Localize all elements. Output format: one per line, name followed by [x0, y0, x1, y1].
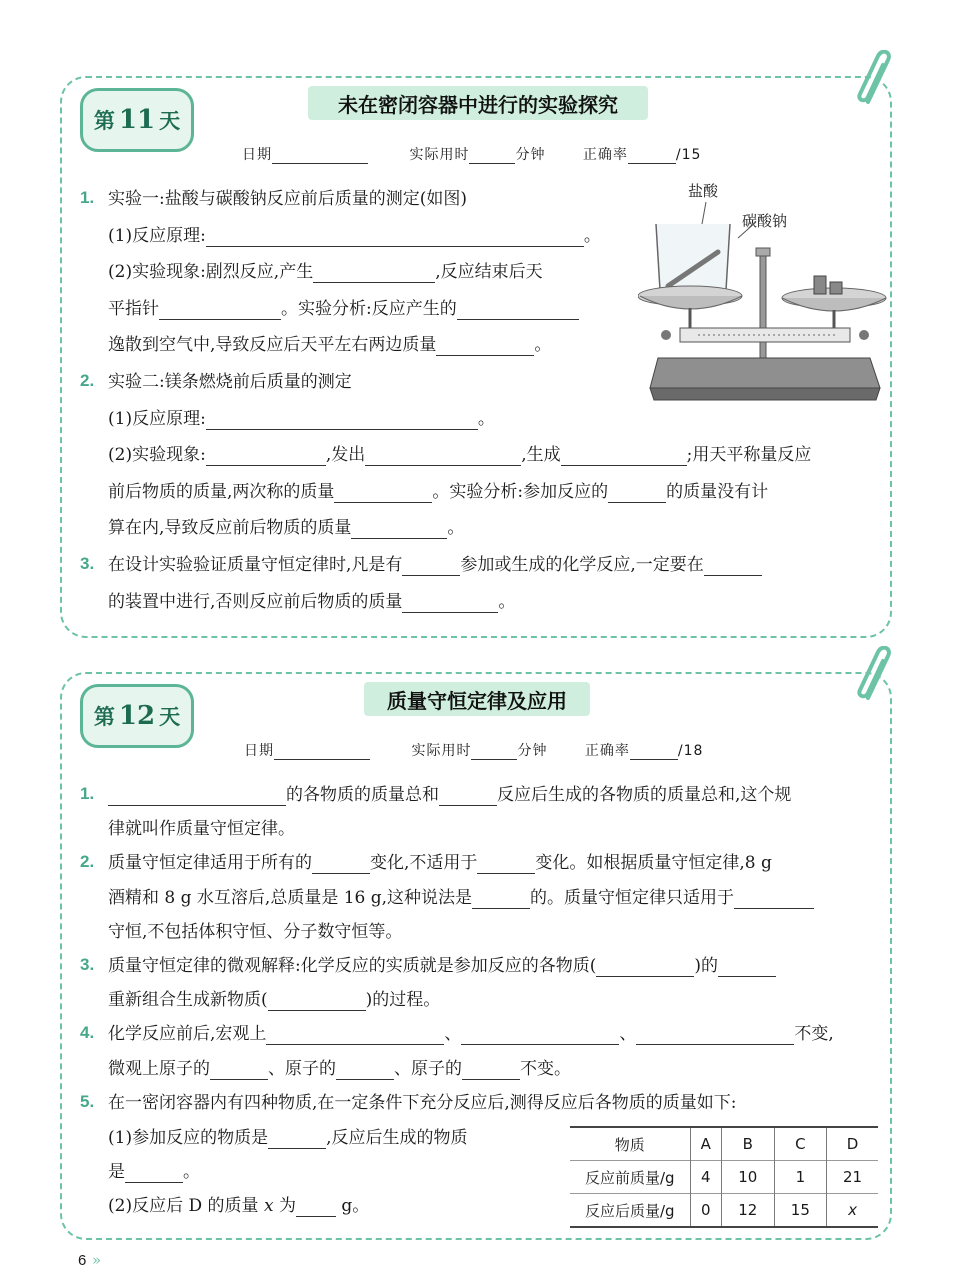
figure-label-hcl: 盐酸 [688, 182, 719, 200]
mass-table [570, 1126, 878, 1228]
answer-blank[interactable] [365, 447, 521, 466]
table-header: C [774, 1127, 827, 1161]
time-blank[interactable] [469, 149, 515, 164]
table-cell: 15 [774, 1194, 827, 1228]
figure-label-na2co3: 碳酸钠 [742, 212, 788, 230]
answer-blank[interactable] [108, 787, 286, 806]
table-row [570, 1161, 878, 1194]
question-line: (1)反应原理: 。 [108, 226, 601, 246]
answer-blank[interactable] [457, 301, 579, 320]
question-line: 是 。 [108, 1162, 200, 1182]
question-line: (2)实验现象: ,发出 ,生成 ;用天平称量反应 [108, 445, 812, 465]
question-line: (2)反应后 D 的质量 x 为 g。 [108, 1196, 370, 1216]
answer-blank[interactable] [268, 992, 366, 1011]
topic-title: 未在密闭容器中进行的实验探究 [308, 86, 648, 120]
answer-blank[interactable] [439, 787, 497, 806]
time-blank[interactable] [471, 745, 517, 760]
answer-blank[interactable] [608, 484, 666, 503]
table-cell: 1 [774, 1161, 827, 1194]
answer-blank[interactable] [351, 520, 447, 539]
balance-figure [638, 198, 888, 408]
answer-blank[interactable] [296, 1198, 336, 1217]
answer-blank[interactable] [313, 264, 435, 283]
question-line: 逸散到空气中,导致反应后天平左右两边质量 。 [108, 335, 552, 355]
accuracy-blank[interactable] [628, 149, 676, 164]
answer-blank[interactable] [596, 958, 694, 977]
table-cell: 10 [722, 1161, 775, 1194]
question-number: 1. [80, 188, 95, 207]
question-number: 2. [80, 852, 95, 871]
question-line: 的各物质的质量总和 反应后生成的各物质的质量总和,这个规 [108, 784, 791, 806]
table-row [570, 1194, 878, 1228]
answer-blank[interactable] [210, 1061, 268, 1080]
answer-blank[interactable] [436, 337, 534, 356]
table-cell: 反应后质量/g [584, 1201, 675, 1220]
question-line: 实验一:盐酸与碳酸钠反应前后质量的测定(如图) [108, 189, 467, 209]
page-arrow-icon: » [92, 1251, 102, 1269]
question-number: 5. [80, 1092, 95, 1111]
answer-blank[interactable] [334, 484, 432, 503]
question-number: 2. [80, 371, 95, 390]
date-blank[interactable] [272, 149, 368, 164]
question-line: 律就叫作质量守恒定律。 [108, 819, 295, 839]
answer-blank[interactable] [402, 557, 460, 576]
answer-blank[interactable] [462, 1061, 520, 1080]
question-line: 酒精和 8 g 水互溶后,总质量是 16 g,这种说法是 的。质量守恒定律只适用于 [108, 887, 814, 909]
question-line: 守恒,不包括体积守恒、分子数守恒等。 [108, 922, 403, 942]
question-number: 3. [80, 554, 95, 573]
table-cell: x [827, 1194, 878, 1228]
answer-blank[interactable] [561, 447, 687, 466]
day-badge: 第 11 天 [80, 88, 194, 152]
question-number: 4. [80, 1023, 95, 1042]
answer-blank[interactable] [718, 958, 776, 977]
question-line: 质量守恒定律的微观解释:化学反应的实质就是参加反应的各物质( )的 [108, 955, 776, 977]
answer-blank[interactable] [704, 557, 762, 576]
day11-card [60, 76, 892, 638]
table-header: B [722, 1127, 775, 1161]
answer-blank[interactable] [268, 1130, 326, 1149]
table-cell: 12 [722, 1194, 775, 1228]
answer-blank[interactable] [125, 1164, 183, 1183]
paperclip-icon [852, 646, 898, 704]
meta-row: 日期 实际用时 分钟 正确率 /18 [244, 743, 704, 759]
answer-blank[interactable] [206, 411, 478, 430]
topic-title: 质量守恒定律及应用 [364, 682, 590, 716]
answer-blank[interactable] [472, 890, 530, 909]
question-line: 的装置中进行,否则反应前后物质的质量 。 [108, 592, 516, 612]
table-cell: 反应前质量/g [584, 1168, 675, 1187]
answer-blank[interactable] [734, 890, 814, 909]
question-line: 前后物质的质量,两次称的质量 。实验分析:参加反应的 的质量没有计 [108, 482, 769, 502]
question-line: (1)反应原理: 。 [108, 409, 495, 429]
table-header: D [827, 1127, 878, 1161]
answer-blank[interactable] [312, 855, 370, 874]
answer-blank[interactable] [266, 1026, 444, 1045]
question-line: 质量守恒定律适用于所有的 变化,不适用于 变化。如根据质量守恒定律,8 g [108, 853, 772, 873]
table-cell: 4 [690, 1161, 722, 1194]
table-cell: 0 [690, 1194, 722, 1228]
page-number: 6 [78, 1252, 87, 1269]
question-line: 化学反应前后,宏观上 、 、 不变, [108, 1024, 834, 1044]
date-blank[interactable] [274, 745, 370, 760]
answer-blank[interactable] [402, 594, 498, 613]
question-number: 3. [80, 955, 95, 974]
answer-blank[interactable] [336, 1061, 394, 1080]
table-header: 物质 [614, 1135, 645, 1154]
question-line: 在一密闭容器内有四种物质,在一定条件下充分反应后,测得反应后各物质的质量如下: [108, 1093, 737, 1113]
question-number: 1. [80, 784, 95, 803]
table-cell: 21 [827, 1161, 878, 1194]
question-line: 在设计实验验证质量守恒定律时,凡是有 参加或生成的化学反应,一定要在 [108, 554, 762, 576]
paperclip-icon [852, 50, 898, 108]
question-line: 实验二:镁条燃烧前后质量的测定 [108, 372, 352, 392]
answer-blank[interactable] [636, 1026, 794, 1045]
answer-blank[interactable] [461, 1026, 619, 1045]
question-line: (1)参加反应的物质是 ,反应后生成的物质 [108, 1128, 468, 1148]
question-line: 微观上原子的 、原子的 、原子的 不变。 [108, 1059, 571, 1079]
question-line: 算在内,导致反应前后物质的质量 。 [108, 518, 465, 538]
question-line: 重新组合生成新物质( )的过程。 [108, 990, 441, 1010]
table-header: A [690, 1127, 722, 1161]
day12-card [60, 672, 892, 1240]
table-header-row [570, 1127, 878, 1161]
answer-blank[interactable] [206, 447, 326, 466]
question-line: 平指针 。实验分析:反应产生的 [108, 298, 579, 320]
answer-blank[interactable] [206, 228, 584, 247]
accuracy-blank[interactable] [630, 745, 678, 760]
day-badge: 第 12 天 [80, 684, 194, 748]
answer-blank[interactable] [477, 855, 535, 874]
answer-blank[interactable] [159, 301, 281, 320]
meta-row: 日期 实际用时 分钟 正确率 /15 [242, 147, 702, 163]
question-line: (2)实验现象:剧烈反应,产生 ,反应结束后天 [108, 262, 543, 282]
